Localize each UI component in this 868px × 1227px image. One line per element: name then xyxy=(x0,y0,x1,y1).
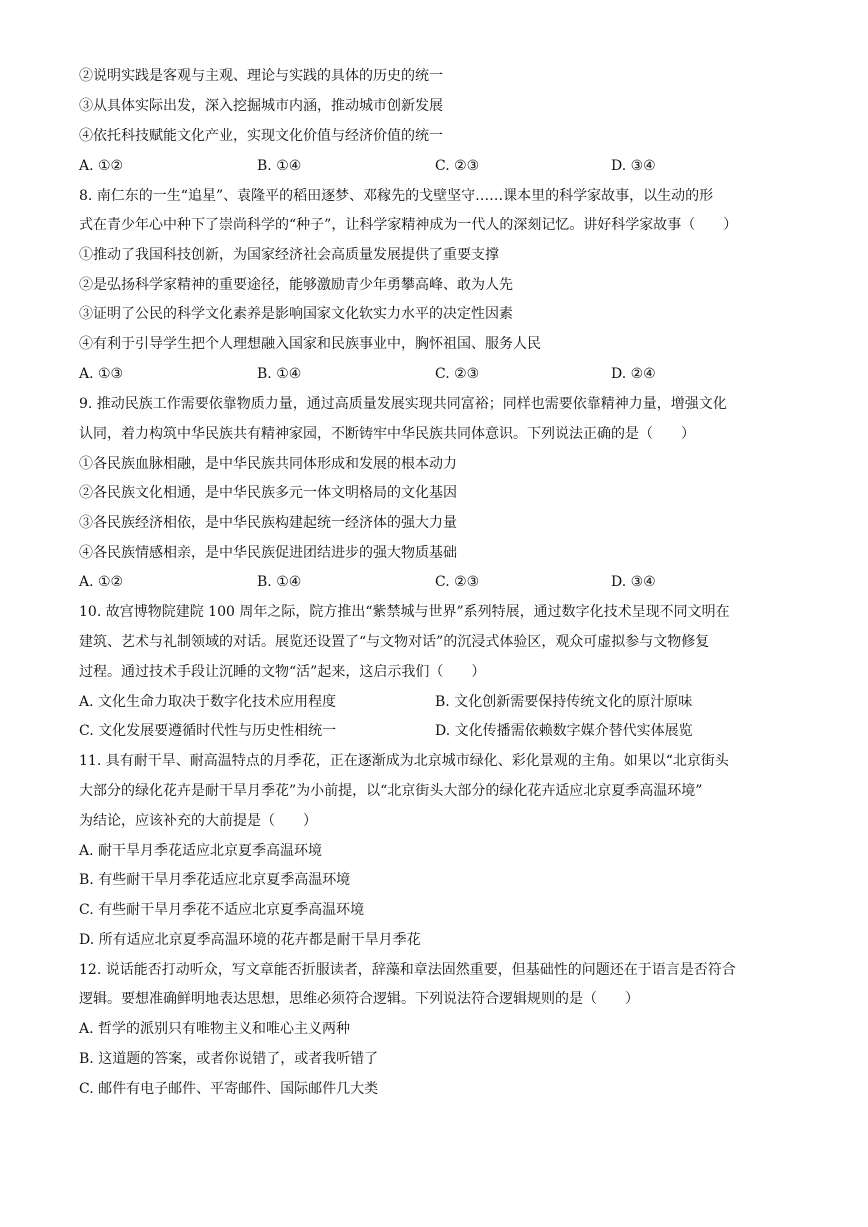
q10-option-b: B. 文化创新需要保持传统文化的原汁原味 xyxy=(435,694,693,710)
q11-option-c: C. 有些耐干旱月季花不适应北京夏季高温环境 xyxy=(79,902,365,918)
q8-statement-4: ④有利于引导学生把个人理想融入国家和民族事业中，胸怀祖国、服务人民 xyxy=(79,336,541,352)
q11-option-a: A. 耐干旱月季花适应北京夏季高温环境 xyxy=(79,843,323,859)
q7-option-c: C. ②③ xyxy=(435,158,480,174)
q11-option-b: B. 有些耐干旱月季花适应北京夏季高温环境 xyxy=(79,872,351,888)
q11-option-d: D. 所有适应北京夏季高温环境的花卉都是耐干旱月季花 xyxy=(79,932,421,948)
q8-statement-3: ③证明了公民的科学文化素养是影响国家文化软实力水平的决定性因素 xyxy=(79,306,513,322)
q7-statement-3: ③从具体实际出发，深入挖掘城市内涵，推动城市创新发展 xyxy=(79,98,443,114)
q10-stem-line-1: 10. 故宫博物院建院 100 周年之际，院方推出“紫禁城与世界”系列特展，通过数字化技术呈现不同文明在 xyxy=(79,604,730,620)
q8-option-a: A. ①③ xyxy=(79,366,124,382)
q11-stem-line-2: 大部分的绿化花卉是耐干旱月季花”为小前提，以“北京街头大部分的绿化花卉适应北京夏季高温环境” xyxy=(79,783,703,799)
q8-option-c: C. ②③ xyxy=(435,366,480,382)
q9-options xyxy=(79,573,799,591)
q9-statement-4: ④各民族情感相亲，是中华民族促进团结进步的强大物质基础 xyxy=(79,545,457,561)
q8-statement-2: ②是弘扬科学家精神的重要途径，能够激励青少年勇攀高峰、敢为人先 xyxy=(79,277,513,293)
q10-stem-line-3: 过程。通过技术手段让沉睡的文物“活”起来，这启示我们（ ） xyxy=(79,664,486,680)
q9-option-c: C. ②③ xyxy=(435,574,480,590)
q9-statement-1: ①各民族血脉相融，是中华民族共同体形成和发展的根本动力 xyxy=(79,456,457,472)
q8-option-d: D. ②④ xyxy=(611,366,656,382)
q8-option-b: B. ①④ xyxy=(257,366,302,382)
q10-options-row-2 xyxy=(79,722,799,740)
q10-option-c: C. 文化发展要遵循时代性与历史性相统一 xyxy=(79,723,337,739)
q7-statement-4: ④依托科技赋能文化产业，实现文化价值与经济价值的统一 xyxy=(79,128,443,144)
q7-option-b: B. ①④ xyxy=(257,158,302,174)
q10-stem-line-2: 建筑、艺术与礼制领域的对话。展览还设置了“与文物对话”的沉浸式体验区，观众可虚拟参与文物修复 xyxy=(79,634,710,650)
q11-stem-line-3: 为结论，应该补充的大前提是（ ） xyxy=(79,813,317,829)
q10-options-row-1 xyxy=(79,693,799,711)
q9-statement-3: ③各民族经济相依，是中华民族构建起统一经济体的强大力量 xyxy=(79,515,457,531)
q9-option-d: D. ③④ xyxy=(611,574,656,590)
q7-option-d: D. ③④ xyxy=(611,158,656,174)
q7-options xyxy=(79,157,799,175)
q8-stem-line-2: 式在青少年心中种下了崇尚科学的“种子”，让科学家精神成为一代人的深刻记忆。讲好科学家故事（ ） xyxy=(79,217,738,233)
q8-options xyxy=(79,365,799,383)
q11-stem-line-1: 11. 具有耐干旱、耐高温特点的月季花，正在逐渐成为北京城市绿化、彩化景观的主角。如果以“北京街头 xyxy=(79,753,729,769)
q9-option-b: B. ①④ xyxy=(257,574,302,590)
q12-stem-line-2: 逻辑。要想准确鲜明地表达思想，思维必须符合逻辑。下列说法符合逻辑规则的是（ ） xyxy=(79,991,639,1007)
q7-statement-2: ②说明实践是客观与主观、理论与实践的具体的历史的统一 xyxy=(79,68,443,84)
q8-statement-1: ①推动了我国科技创新，为国家经济社会高质量发展提供了重要支撑 xyxy=(79,247,499,263)
q10-option-a: A. 文化生命力取决于数字化技术应用程度 xyxy=(79,694,337,710)
q12-option-a: A. 哲学的派别只有唯物主义和唯心主义两种 xyxy=(79,1021,351,1037)
q9-stem-line-1: 9. 推动民族工作需要依靠物质力量，通过高质量发展实现共同富裕；同样也需要依靠精神力量，增强文化 xyxy=(79,396,727,412)
q12-stem-line-1: 12. 说话能否打动听众，写文章能否折服读者，辞藻和章法固然重要，但基础性的问题还在于语言是否符合 xyxy=(79,962,736,978)
q7-option-a: A. ①② xyxy=(79,158,124,174)
q12-option-b: B. 这道题的答案，或者你说错了，或者我听错了 xyxy=(79,1051,379,1067)
q8-stem-line-1: 8. 南仁东的一生“追星”、袁隆平的稻田逐梦、邓稼先的戈壁坚守……课本里的科学家故事，以生动的形 xyxy=(79,188,714,204)
q9-option-a: A. ①② xyxy=(79,574,124,590)
q12-option-c: C. 邮件有电子邮件、平寄邮件、国际邮件几大类 xyxy=(79,1081,379,1097)
q10-option-d: D. 文化传播需依赖数字媒介替代实体展览 xyxy=(435,723,693,739)
q9-statement-2: ②各民族文化相通，是中华民族多元一体文明格局的文化基因 xyxy=(79,485,457,501)
q9-stem-line-2: 认同，着力构筑中华民族共有精神家园，不断铸牢中华民族共同体意识。下列说法正确的是（ ） xyxy=(79,426,695,442)
